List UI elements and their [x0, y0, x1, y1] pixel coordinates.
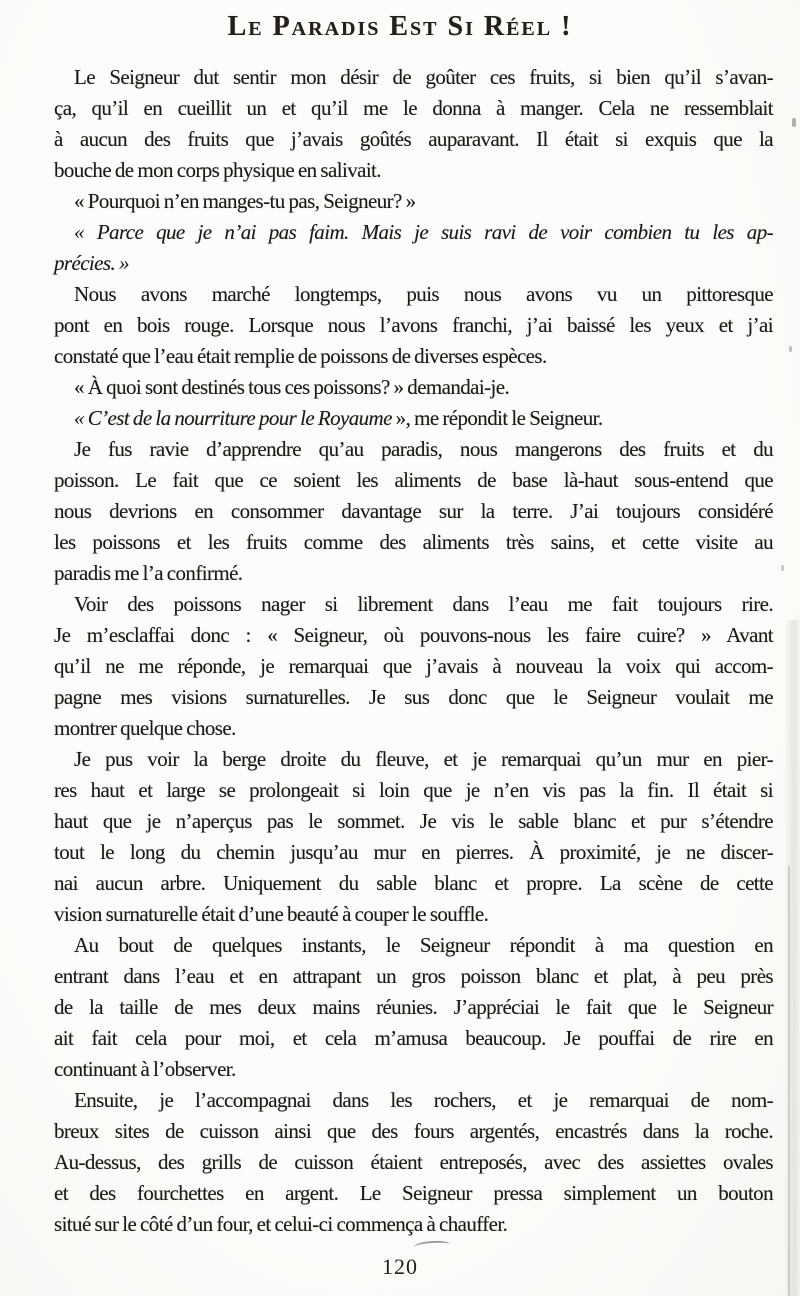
text-line: situé sur le côté d’un four, et celui-ci commença à chauffer. — [54, 1212, 508, 1236]
paragraph-8 — [54, 589, 773, 744]
text-line: et des fourchettes en argent. Le Seigneur pressa simplement un bouton — [54, 1181, 773, 1205]
text-line: constaté que l’eau était remplie de poissons de diverses espèces. — [54, 344, 547, 368]
quote-italic-segment: « C’est de la nourriture pour le Royaume — [74, 406, 392, 430]
scan-edge-line — [788, 866, 790, 1296]
paragraph-1 — [54, 62, 773, 186]
text-line: breux sites de cuisson ainsi que des fours argentés, encastrés dans la roche. — [54, 1119, 773, 1143]
scan-smudge-mark — [414, 1240, 451, 1251]
text-line: bouche de mon corps physique en salivait. — [54, 158, 381, 182]
text-line: nai aucun arbre. Uniquement du sable blanc et propre. La scène de cette — [54, 871, 773, 895]
paragraph-10 — [54, 930, 773, 1085]
page-body — [54, 62, 773, 1240]
scan-speck — [789, 346, 792, 352]
paragraph-2-dialogue — [54, 186, 773, 217]
text-line: res haut et large se prolongeait si loin que je n’en vis pas la fin. Il était si — [54, 778, 773, 802]
text-line: Nous avons marché longtemps, puis nous avons vu un pittoresque — [74, 282, 773, 306]
text-line: Voir des poissons nager si librement dans l’eau me fait toujours rire. — [74, 592, 773, 616]
text-line: haut que je n’aperçus pas le sommet. Je vis le sable blanc et pur s’étendre — [54, 809, 773, 833]
text-line: pagne mes visions surnaturelles. Je sus donc que le Seigneur voulait me — [54, 685, 773, 709]
text-line: paradis me l’a confirmé. — [54, 561, 243, 585]
text-line: Ensuite, je l’accompagnai dans les rochers, et je remarquai de nom- — [74, 1088, 773, 1112]
text-line: entrant dans l’eau et en attrapant un gros poisson blanc et plat, à peu près — [54, 964, 773, 988]
text-line: « À quoi sont destinés tous ces poissons? » demandai-je. — [74, 375, 510, 399]
text-line: montrer quelque chose. — [54, 716, 236, 740]
paragraph-3-dialogue-italic — [54, 217, 773, 279]
text-line: ça, qu’il en cueillit un et qu’il me le donna à manger. Cela ne ressemblait — [54, 96, 773, 120]
text-line: Je pus voir la berge droite du fleuve, et je remarquai qu’un mur en pier- — [74, 747, 773, 771]
text-line: vision surnaturelle était d’une beauté à couper le souffle. — [54, 902, 489, 926]
paragraph-5-dialogue — [54, 372, 773, 403]
text-line: Je m’esclaffai donc : « Seigneur, où pouvons-nous les faire cuire? » Avant — [54, 623, 773, 647]
text-line: Je fus ravie d’apprendre qu’au paradis, nous mangerons des fruits et du — [74, 437, 773, 461]
paragraph-4 — [54, 279, 773, 372]
text-line: à aucun des fruits que j’avais goûtés auparavant. Il était si exquis que la — [54, 127, 773, 151]
text-line: qu’il ne me réponde, je remarquai que j’avais à nouveau la voix qui accom- — [54, 654, 773, 678]
text-line: tout le long du chemin jusqu’au mur en pierres. À proximité, je ne discer- — [54, 840, 773, 864]
text-line: de la taille de mes deux mains réunies. J’appréciai le fait que le Seigneur — [54, 995, 773, 1019]
paragraph-11 — [54, 1085, 773, 1240]
scan-speck — [792, 118, 796, 127]
page-title: Le Paradis Est Si Réel ! — [227, 11, 573, 42]
text-line: précies. » — [54, 251, 129, 275]
text-line: « Pourquoi n’en manges-tu pas, Seigneur? » — [74, 189, 416, 213]
scan-speck — [781, 565, 784, 571]
page-number: 120 — [382, 1254, 418, 1279]
text-line: « Parce que je n’ai pas faim. Mais je suis ravi de voir combien tu les ap- — [74, 220, 773, 244]
text-line: Au-dessus, des grills de cuisson étaient entreposés, avec des assiettes ovales — [54, 1150, 773, 1174]
text-line: continuant à l’observer. — [54, 1057, 236, 1081]
text-line: Au bout de quelques instants, le Seigneur répondit à ma question en — [74, 933, 773, 957]
text-line: pont en bois rouge. Lorsque nous l’avons franchi, j’ai baissé les yeux et j’ai — [54, 313, 773, 337]
paragraph-6-dialogue-mixed — [54, 403, 773, 434]
quote-normal-segment: », me répondit le Seigneur. — [391, 406, 603, 430]
scan-edge-shadow — [784, 620, 800, 1296]
text-line: les poissons et les fruits comme des aliments très sains, et cette visite au — [54, 530, 773, 554]
text-line: Le Seigneur dut sentir mon désir de goûter ces fruits, si bien qu’il s’avan- — [74, 65, 773, 89]
text-line: poisson. Le fait que ce soient les aliments de base là-haut sous-entend que — [54, 468, 773, 492]
text-line: nous devrions en consommer davantage sur la terre. J’ai toujours considéré — [54, 499, 773, 523]
paragraph-9 — [54, 744, 773, 930]
text-line: ait fait cela pour moi, et cela m’amusa beaucoup. Je pouffai de rire en — [54, 1026, 773, 1050]
paragraph-7 — [54, 434, 773, 589]
